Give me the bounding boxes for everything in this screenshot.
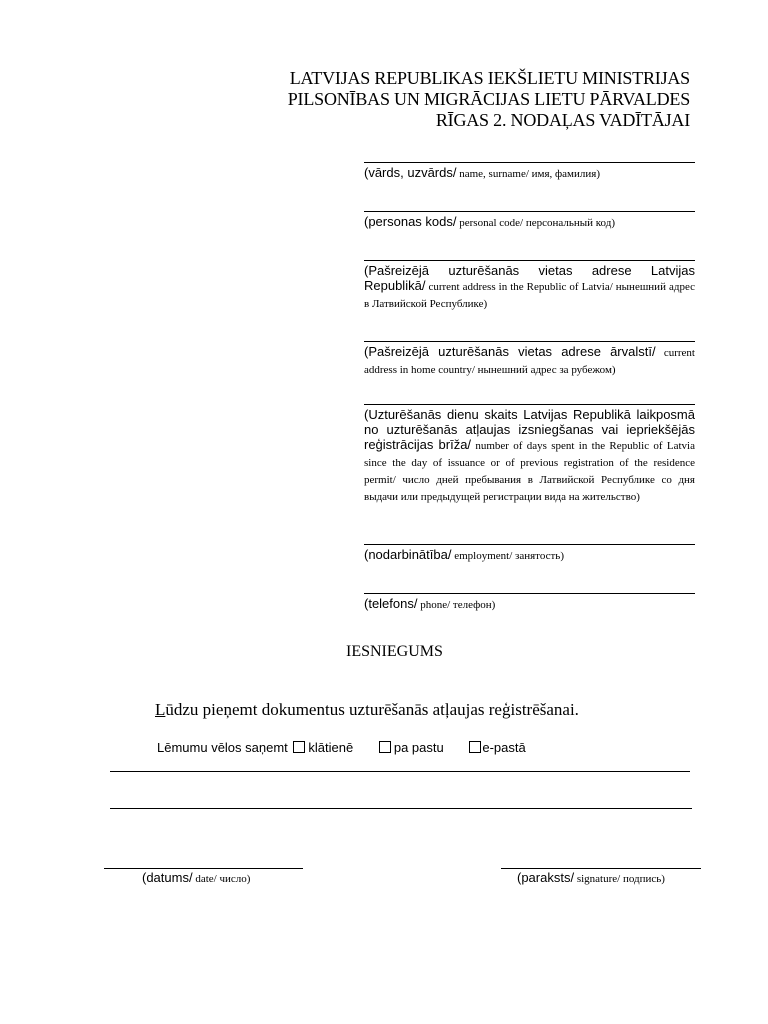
signature-label: (paraksts/ signature/ подпись) — [517, 870, 665, 885]
employment-line[interactable] — [364, 544, 695, 545]
employment-field[interactable] — [364, 544, 695, 564]
decision-delivery-options — [157, 740, 548, 755]
option-by-email[interactable]: e-pastā — [469, 740, 525, 755]
address-latvia-field[interactable] — [364, 260, 695, 312]
date-label: (datums/ date/ число) — [142, 870, 251, 885]
name-label: (vārds, uzvārds/ name, surname/ имя, фамилия) — [364, 165, 600, 180]
header-line-division: RĪGAS 2. NODAĻAS VADĪTĀJAI — [435, 110, 690, 130]
address-latvia-line[interactable] — [364, 260, 695, 261]
notes-line-1[interactable] — [110, 771, 690, 772]
notes-line-2[interactable] — [110, 808, 692, 809]
personal-code-field[interactable] — [364, 211, 695, 231]
address-abroad-label: (Pašreizējā uzturēšanās vietas adrese ārvalstī/ current address in home country/ нынешний адрес за рубежом) — [364, 344, 695, 376]
date-line[interactable] — [104, 868, 303, 869]
addressee-header — [288, 68, 690, 131]
checkbox-in-person[interactable] — [293, 741, 305, 753]
address-latvia-label: (Pašreizējā uzturēšanās vietas adrese Latvijas Republikā/ current address in the Republic of Latvia/ нынешний адрес в Латвийской Республике) — [364, 263, 695, 310]
name-field[interactable] — [364, 162, 695, 182]
phone-line[interactable] — [364, 593, 695, 594]
header-line-ministry: LATVIJAS REPUBLIKAS IEKŠLIETU MINISTRIJAS — [289, 68, 690, 88]
personal-code-label: (personas kods/ personal code/ персональный код) — [364, 214, 616, 229]
checkbox-by-post[interactable] — [379, 741, 391, 753]
signature-line[interactable] — [501, 868, 701, 869]
name-line[interactable] — [364, 162, 695, 163]
phone-label: (telefons/ phone/ телефон) — [364, 596, 496, 611]
phone-field[interactable] — [364, 593, 695, 613]
header-line-department: PILSONĪBAS UN MIGRĀCIJAS LIETU PĀRVALDES — [287, 89, 690, 109]
address-abroad-line[interactable] — [364, 341, 695, 342]
option-in-person[interactable]: klātienē — [293, 740, 353, 755]
decision-prefix: Lēmumu vēlos saņemt — [157, 740, 288, 755]
address-abroad-field[interactable] — [364, 341, 695, 378]
days-spent-label: (Uzturēšanās dienu skaits Latvijas Republikā laikposmā no uzturēšanās atļaujas izsniegšanas vai iepriekšējās reģistrācijas brīža/ number of days spent in the Republic of Latvia since the day of issuance or of previous registration of the residence permit/ число дней пребывания в Латвийской Республике со дня выдачи или предыдущей регистрации вида на жительство) — [364, 407, 695, 503]
days-spent-line[interactable] — [364, 404, 695, 405]
employment-label: (nodarbinātība/ employment/ занятость) — [364, 547, 564, 562]
option-by-post[interactable]: pa pastu — [379, 740, 444, 755]
personal-code-line[interactable] — [364, 211, 695, 212]
checkbox-by-email[interactable] — [469, 741, 481, 753]
days-spent-field[interactable] — [364, 404, 695, 505]
request-text: Lūdzu pieņemt dokumentus uzturēšanās atļaujas reģistrēšanai. — [155, 700, 579, 719]
document-title: IESNIEGUMS — [346, 643, 443, 660]
